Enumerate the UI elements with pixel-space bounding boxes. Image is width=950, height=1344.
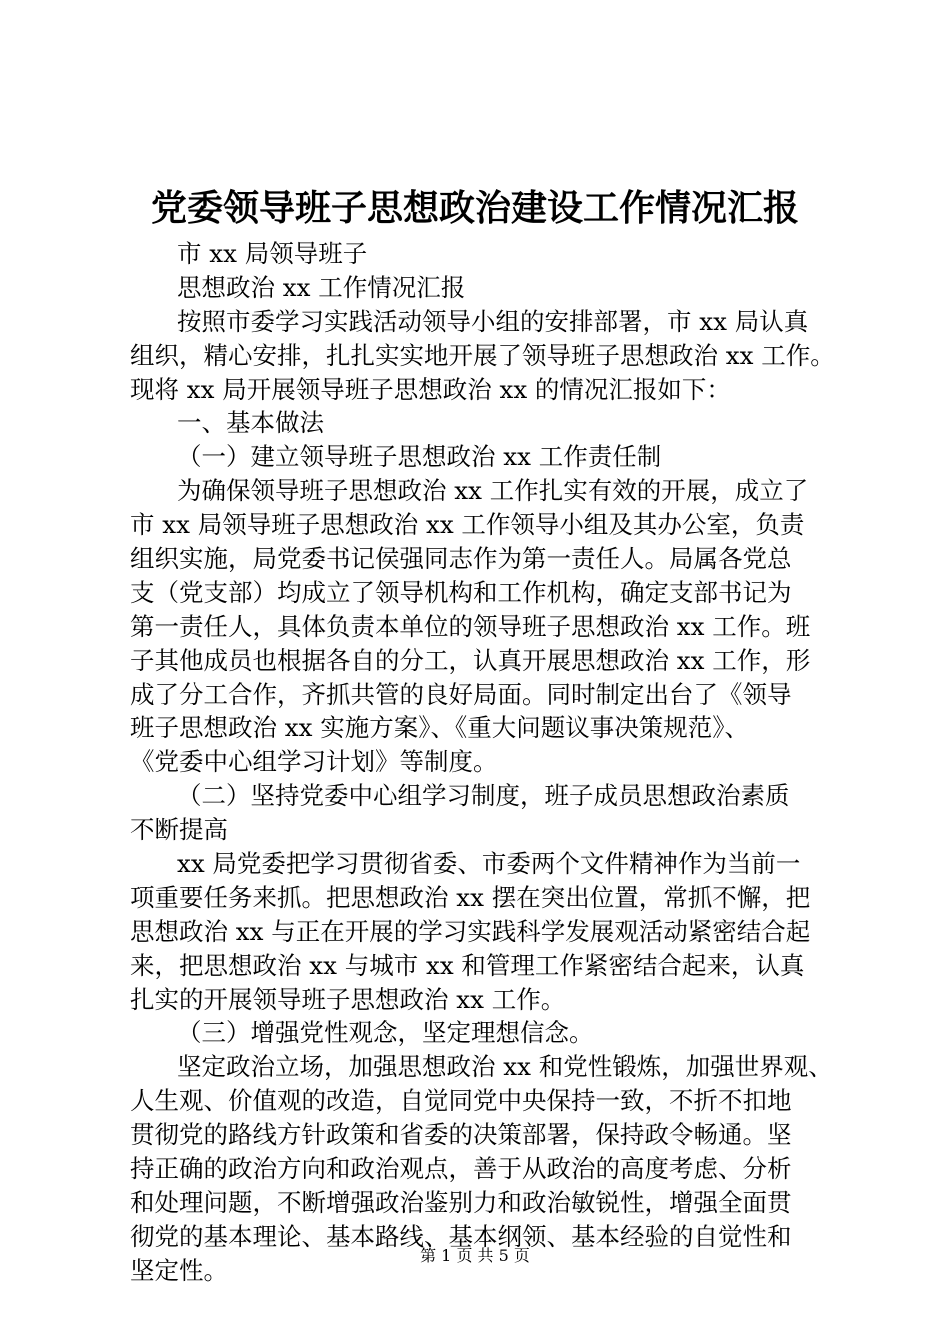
body-line: 贯彻党的路线方针政策和省委的决策部署，保持政令畅通。坚 [130,1120,792,1150]
body-line: 市 xx 局领导班子思想政治 xx 工作领导小组及其办公室，负责 [130,510,805,540]
body-line: 班子思想政治 xx 实施方案》、《重大问题议事决策规范》、 [130,713,749,743]
body-line: 思想政治 xx 工作情况汇报 [177,272,466,302]
body-line: 不断提高 [130,815,228,845]
body-line: 人生观、价值观的改造，自觉同党中央保持一致，不折不扣地 [130,1086,792,1116]
body-line: 组织，精心安排，扎扎实实地开展了领导班子思想政治 xx 工作。 [130,340,835,370]
body-line: 扎实的开展领导班子思想政治 xx 工作。 [130,984,566,1014]
document-body [130,237,842,1288]
body-line: 第一责任人，具体负责本单位的领导班子思想政治 xx 工作。班 [130,611,811,641]
body-line: 彻党的基本理论、基本路线、基本纲领、基本经验的自觉性和 [130,1221,792,1251]
body-line: 一、基本做法 [177,408,324,438]
body-line: 组织实施，局党委书记侯强同志作为第一责任人。局属各党总 [130,544,792,574]
body-line: 为确保领导班子思想政治 xx 工作扎实有效的开展，成立了 [177,476,809,506]
body-line: 成了分工合作，齐抓共管的良好局面。同时制定出台了《领导 [130,679,792,709]
body-line: 坚定政治立场，加强思想政治 xx 和党性锻炼，加强世界观、 [177,1052,833,1082]
body-line: 坚定性。 [130,1255,228,1285]
body-line: 思想政治 xx 与正在开展的学习实践科学发展观活动紧密结合起 [130,916,811,946]
body-line: 按照市委学习实践活动领导小组的安排部署，市 xx 局认真 [177,306,809,336]
body-line: （三）增强党性观念，坚定理想信念。 [177,1018,594,1048]
body-line: 来，把思想政治 xx 与城市 xx 和管理工作紧密结合起来，认真 [130,950,805,980]
body-line: 《党委中心组学习计划》等制度。 [130,747,498,777]
body-line: 和处理问题，不断增强政治鉴别力和政治敏锐性，增强全面贯 [130,1187,792,1217]
document-title: 党委领导班子思想政治建设工作情况汇报 [150,187,799,229]
body-line: 子其他成员也根据各自的分工，认真开展思想政治 xx 工作，形 [130,645,811,675]
body-line: 项重要任务来抓。把思想政治 xx 摆在突出位置，常抓不懈，把 [130,882,811,912]
body-line: 市 xx 局领导班子 [177,239,368,268]
body-line: 支（党支部）均成立了领导机构和工作机构，确定支部书记为 [130,577,792,607]
body-line: 持正确的政治方向和政治观点，善于从政治的高度考虑、分析 [130,1154,792,1184]
page-footer: 第 1 页 共 5 页 [420,1246,530,1265]
body-line: （一）建立领导班子思想政治 xx 工作责任制 [177,442,662,472]
body-line: 现将 xx 局开展领导班子思想政治 xx 的情况汇报如下： [130,374,731,404]
body-line: （二）坚持党委中心组学习制度，班子成员思想政治素质 [177,781,790,811]
body-line: xx 局党委把学习贯彻省委、市委两个文件精神作为当前一 [177,849,801,879]
